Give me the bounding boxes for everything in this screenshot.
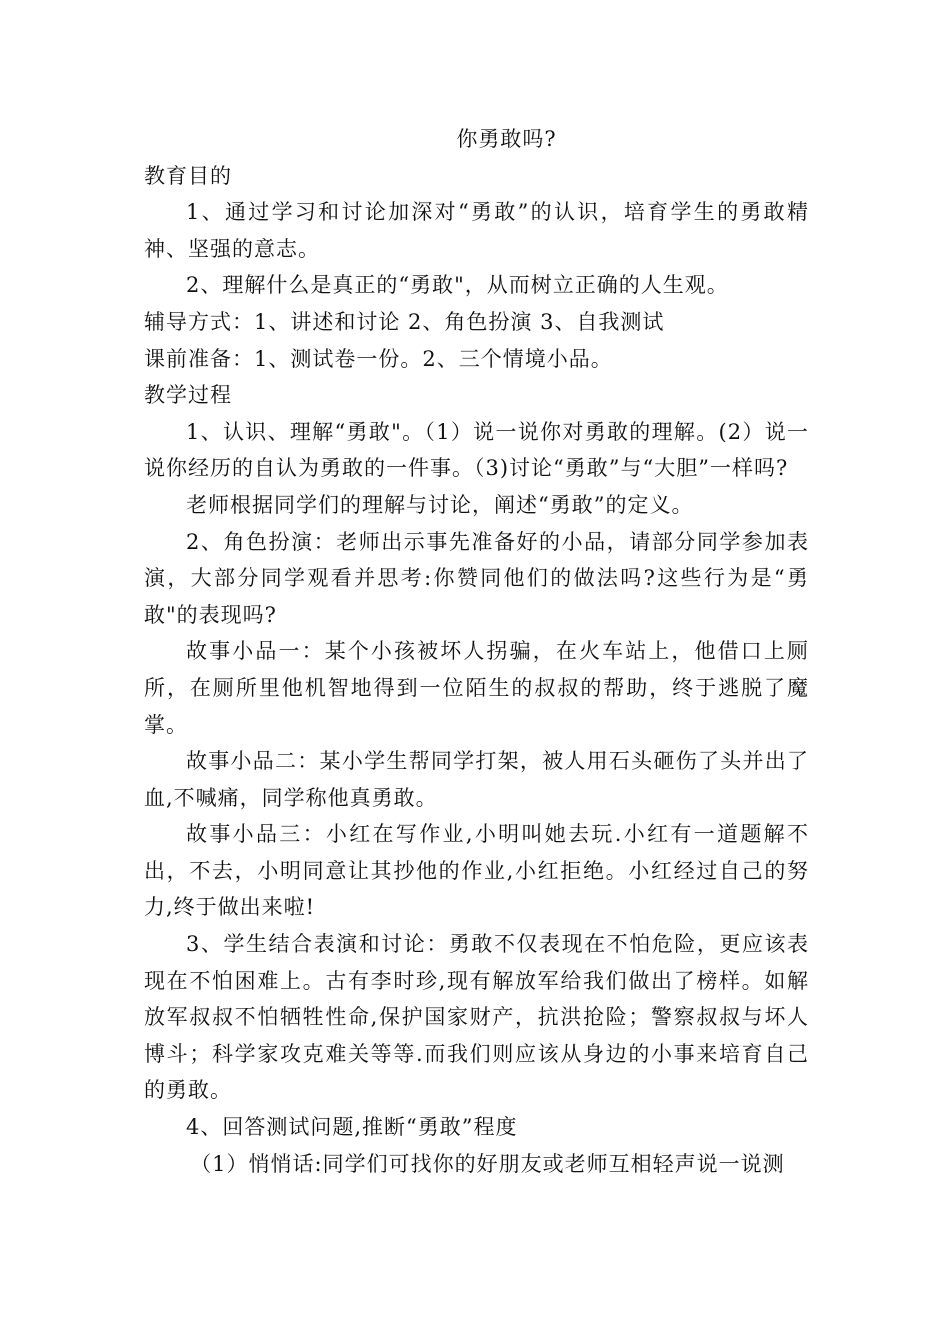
goal-item-1: 1、通过学习和讨论加深对“勇敢”的认识，培育学生的勇敢精神、坚强的意志。: [144, 200, 809, 261]
process-heading: 教学过程: [144, 383, 232, 408]
document-body: [144, 121, 809, 1182]
method-line: 辅导方式：1、讲述和讨论 2、角色扮演 3、自我测试: [144, 309, 665, 334]
step-1: 1、认识、理解“勇敢"。（1）说一说你对勇敢的理解。(2）说一说你经历的自认为勇敢的一件事。（3)讨论“勇敢”与“大胆”一样吗?: [144, 419, 809, 481]
step-3: 3、学生结合表演和讨论：勇敢不仅表现在不怕危险，更应该表现在不怕困难上。古有李时珍,现有解放军给我们做出了榜样。如解放军叔叔不怕牺牲性命,保护国家财产，抗洪抢险；警察叔叔与坏人博斗；科学家攻克难关等等.而我们则应该从身边的小事来培育自己的勇敢。: [144, 932, 809, 1103]
prep-line: 课前准备：1、测试卷一份。2、三个情境小品。: [144, 346, 613, 371]
step-1-summary: 老师根据同学们的理解与讨论，阐述“勇敢”的定义。: [186, 492, 694, 517]
story-2: 故事小品二：某小学生帮同学打架，被人用石头砸伤了头并出了血,不喊痛，同学称他真勇敢。: [144, 749, 809, 810]
step-2: 2、角色扮演：老师出示事先准备好的小品，请部分同学参加表演，大部分同学观看并思考:你赞同他们的做法吗?这些行为是“勇敢"的表现吗?: [144, 529, 809, 627]
step-4: 4、回答测试问题,推断“勇敢”程度: [186, 1115, 518, 1140]
page-title: 你勇敢吗?: [456, 127, 557, 151]
story-1: 故事小品一：某个小孩被坏人拐骗，在火车站上，他借口上厕所，在厕所里他机智地得到一位陌生的叔叔的帮助，终于逃脱了魔掌。: [144, 639, 809, 737]
story-3: 故事小品三：小红在写作业,小明叫她去玩.小红有一道题解不出，不去，小明同意让其抄他的作业,小红拒绝。小红经过自己的努力,终于做出来啦!: [144, 822, 809, 920]
goal-item-2: 2、理解什么是真正的“勇敢"，从而树立正确的人生观。: [186, 273, 729, 298]
step-4-item-1: （1）悄悄话:同学们可找你的好朋友或老师互相轻声说一说测: [190, 1151, 785, 1176]
goal-heading: 教育目的: [144, 163, 232, 188]
